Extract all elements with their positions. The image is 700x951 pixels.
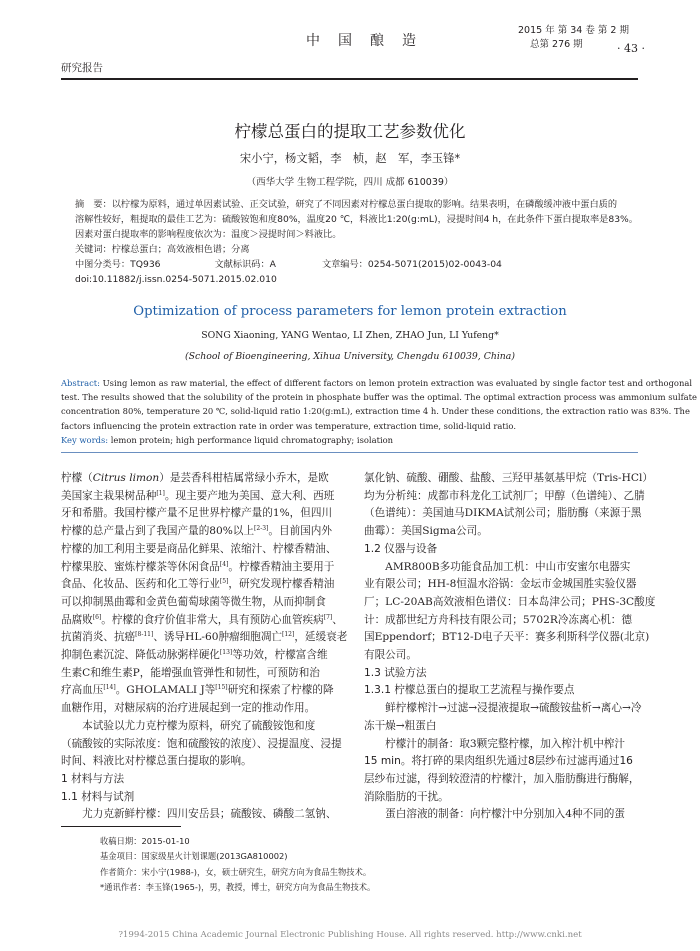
- body-text-line: 抑制色素沉淀、降低动脉粥样硬化[13]等功效，柠檬富含维: [61, 649, 328, 662]
- body-text-line: 蛋白溶液的制备：向柠檬汁中分别加入4种不同的蛋: [364, 808, 625, 821]
- abstract-en-line: test. The results showed that the solubility of the protein in phosphate buffer was the optimal. The optimal extraction process was ammonium sulfate: [61, 392, 697, 403]
- body-text-line: 可以抑制黑曲霉和金黄色葡萄球菌等微生物，从而抑制食: [61, 595, 326, 608]
- body-right-column: [364, 470, 656, 824]
- issue-info: [518, 24, 629, 52]
- abstract-en-line: concentration 80%, temperature 20 ℃, solid-liquid ratio 1:20(g:mL), extraction time 4 h. Under these conditions, the extraction ratio was 83%. The: [61, 406, 690, 417]
- body-text-line: 1 材料与方法: [61, 772, 125, 785]
- body-text-line: 品腐败[6]。柠檬的食疗价值非常大，具有预防心血管疾病[7]、: [61, 613, 343, 626]
- footnotes: [100, 834, 375, 895]
- body-text-line: 美国家主栽果树品种[1]。现主要产地为美国、意大利、西班: [61, 489, 335, 502]
- body-text-line: （色谱纯）：美国迪马DIKMA试剂公司；脂肪酶（来源于黑: [364, 507, 642, 520]
- body-text-line: 均为分析纯：成都市科龙化工试剂厂；甲醇（色谱纯）、乙腈: [364, 489, 645, 502]
- header-rule: [61, 78, 638, 80]
- footnote-received: 收稿日期：2015-01-10: [100, 836, 190, 846]
- body-text-line: 层纱布过滤，得到较澄清的柠檬汁，加入脂肪酶进行酶解，: [364, 772, 640, 785]
- document-code: 文献标识码：A: [214, 259, 276, 270]
- article-title: 柠檬总蛋白的提取工艺参数优化: [234, 122, 466, 141]
- footnote-rule: [61, 826, 181, 827]
- body-text-line: 柠檬汁的制备：取3颗完整柠檬，加入榨汁机中榨汁: [364, 737, 625, 750]
- section-label: 研究报告: [61, 62, 103, 74]
- body-text-line: 业有限公司；HH-8恒温水浴锅：金坛市金城国胜实验仪器: [364, 578, 637, 591]
- body-text-line: 牙和希腊。我国柠檬产量不足世界柠檬产量的1%，但四川: [61, 507, 333, 520]
- footnote-funding: 基金项目：国家级星火计划课题(2013GA810002): [100, 851, 288, 862]
- body-text-line: 1.3 试验方法: [364, 666, 427, 679]
- body-text-line: （硫酸铵的实际浓度：饱和硫酸铵的浓度）、浸提温度、浸提: [61, 737, 342, 750]
- body-text-line: 疗高血压[14]。GHOLAMALI J等[15]研究和探索了柠檬的降: [61, 684, 334, 697]
- clc-number: 中图分类号：TQ936: [75, 259, 161, 270]
- doi: doi:10.11882/j.issn.0254-5071.2015.02.010: [75, 274, 277, 285]
- body-text-line: 15 min。将打碎的果肉组织先通过8层纱布过滤再通过16: [364, 755, 633, 768]
- issue-line-2: 总第 276 期: [530, 39, 583, 50]
- title-en: Optimization of process parameters for lemon protein extraction: [133, 304, 567, 319]
- copyright-watermark: ?1994-2015 China Academic Journal Electronic Publishing House. All rights reserved. http://www.cnki.net: [118, 930, 582, 940]
- body-left-column: [61, 470, 348, 824]
- keywords-cn: 关键词：柠檬总蛋白；高效液相色谱；分离: [75, 244, 250, 255]
- body-text-line: 抗菌消炎、抗癌[8-11]、诱导HL-60肿瘤细胞凋亡[12]，延缓衰老: [61, 631, 348, 644]
- keywords-en-label: Key words:: [61, 434, 109, 445]
- abstract-en: [61, 376, 697, 447]
- body-text-line: 曲霉）：美国Sigma公司。: [364, 525, 488, 538]
- affiliation: （西华大学 生物工程学院，四川 成都 610039）: [246, 177, 454, 188]
- body-text-line: 时间、料液比对柠檬总蛋白提取的影响。: [61, 755, 252, 768]
- abstract-cn: [75, 197, 638, 287]
- body-text-line: 尤力克新鲜柠檬：四川安岳县；硫酸铵、磷酸二氢钠、: [61, 808, 337, 821]
- body-text-line: 有限公司。: [364, 649, 417, 662]
- body-text-line: 1.1 材料与试剂: [61, 790, 135, 803]
- body-text-line: 计：成都世纪方舟科技有限公司；5702R冷冻离心机：德: [364, 613, 632, 626]
- article-number: 文章编号：0254-5071(2015)02-0043-04: [321, 259, 502, 270]
- abstract-en-line: Abstract: Using lemon as raw material, the effect of different factors on lemon protein extraction was evaluated by single factor test and orthogonal: [61, 378, 693, 388]
- body-text-line: 冻干燥→粗蛋白: [364, 719, 437, 732]
- body-text-line: 氯化钠、硫酸、硼酸、盐酸、三羟甲基氨基甲烷（Tris-HCl）: [364, 472, 653, 484]
- body-text-line: 柠檬（Citrus limon）是芸香科柑桔属常绿小乔木，是欧: [61, 472, 329, 484]
- footnote-corresponding: *通讯作者：李玉锋(1965-)，男，教授，博士，研究方向为食品生物技术。: [100, 881, 376, 892]
- affiliation-en: (School of Bioengineering, Xihua University, Chengdu 610039, China): [185, 351, 515, 362]
- body-text-line: AMR800B多功能食品加工机：中山市安蜜尔电器实: [364, 560, 631, 573]
- issue-line-1: 2015 年 第 34 卷 第 2 期: [518, 25, 629, 36]
- abstract-cn-line: 摘 要：以柠檬为原料，通过单因素试验、正交试验，研究了不同因素对柠檬总蛋白提取的影响。结果表明，在磷酸缓冲液中蛋白质的: [75, 199, 618, 210]
- abstract-en-line: factors influencing the protein extraction rate in order was temperature, extraction time, solid-liquid ratio.: [61, 420, 516, 431]
- body-text-line: 1.3.1 柠檬总蛋白的提取工艺流程与操作要点: [364, 684, 575, 697]
- abstract-rule: [61, 452, 638, 453]
- journal-name: 中 国 酿 造: [306, 33, 418, 49]
- body-text-line: 国Eppendorf；BT12-D电子天平：赛多利斯科学仪器(北京): [364, 631, 650, 644]
- classification-row: [75, 257, 635, 272]
- body-text-line: 鲜柠檬榨汁→过滤→浸提液提取→硫酸铵盐析→离心→冷: [364, 702, 642, 715]
- keywords-en: Key words: lemon protein; high performance liquid chromatography; isolation: [61, 434, 394, 445]
- body-text-line: 柠檬果胶、蜜炼柠檬茶等休闲食品[4]。柠檬香精油主要用于: [61, 560, 335, 573]
- body-text-line: 血糖作用，对糖尿病的治疗进展起到一定的推动作用。: [61, 702, 316, 715]
- authors-en: SONG Xiaoning, YANG Wentao, LI Zhen, ZHAO Jun, LI Yufeng*: [201, 330, 499, 341]
- body-text-line: 生素C和维生素P，能增强血管弹性和韧性，可预防和治: [61, 666, 320, 679]
- body-text-line: 柠檬的总产量占到了我国产量的80%以上[2-3]。目前国内外: [61, 525, 332, 538]
- body-text-line: 本试验以尤力克柠檬为原料，研究了硫酸铵饱和度: [61, 719, 316, 732]
- body-text-line: 1.2 仪器与设备: [364, 542, 438, 555]
- body-text-line: 食品、化妆品、医药和化工等行业[5]，研究发现柠檬香精油: [61, 578, 335, 591]
- page-number: · 43 ·: [617, 42, 645, 55]
- abstract-cn-line: 因素对蛋白提取率的影响程度依次为：温度＞浸提时间＞料液比。: [75, 229, 342, 240]
- abstract-en-label: Abstract:: [61, 378, 100, 388]
- body-text-line: 柠檬的加工利用主要是商品化鲜果、浓缩汁、柠檬香精油、: [61, 542, 337, 555]
- footnote-author: 作者简介：宋小宁(1988-)，女，硕士研究生，研究方向为食品生物技术。: [100, 866, 372, 877]
- body-text-line: 厂；LC-20AB高效液相色谱仪：日本岛津公司；PHS-3C酸度: [364, 595, 656, 608]
- abstract-cn-line: 溶解性较好，粗提取的最佳工艺为：硫酸铵饱和度80%，温度20 ℃，料液比1:20(g:mL)，浸提时间4 h，在此条件下蛋白提取率是83%。: [75, 214, 638, 225]
- body-text-line: 消除脂肪的干扰。: [364, 790, 449, 803]
- authors: 宋小宁，杨文韬，李 桢，赵 军，李玉锋*: [239, 152, 461, 165]
